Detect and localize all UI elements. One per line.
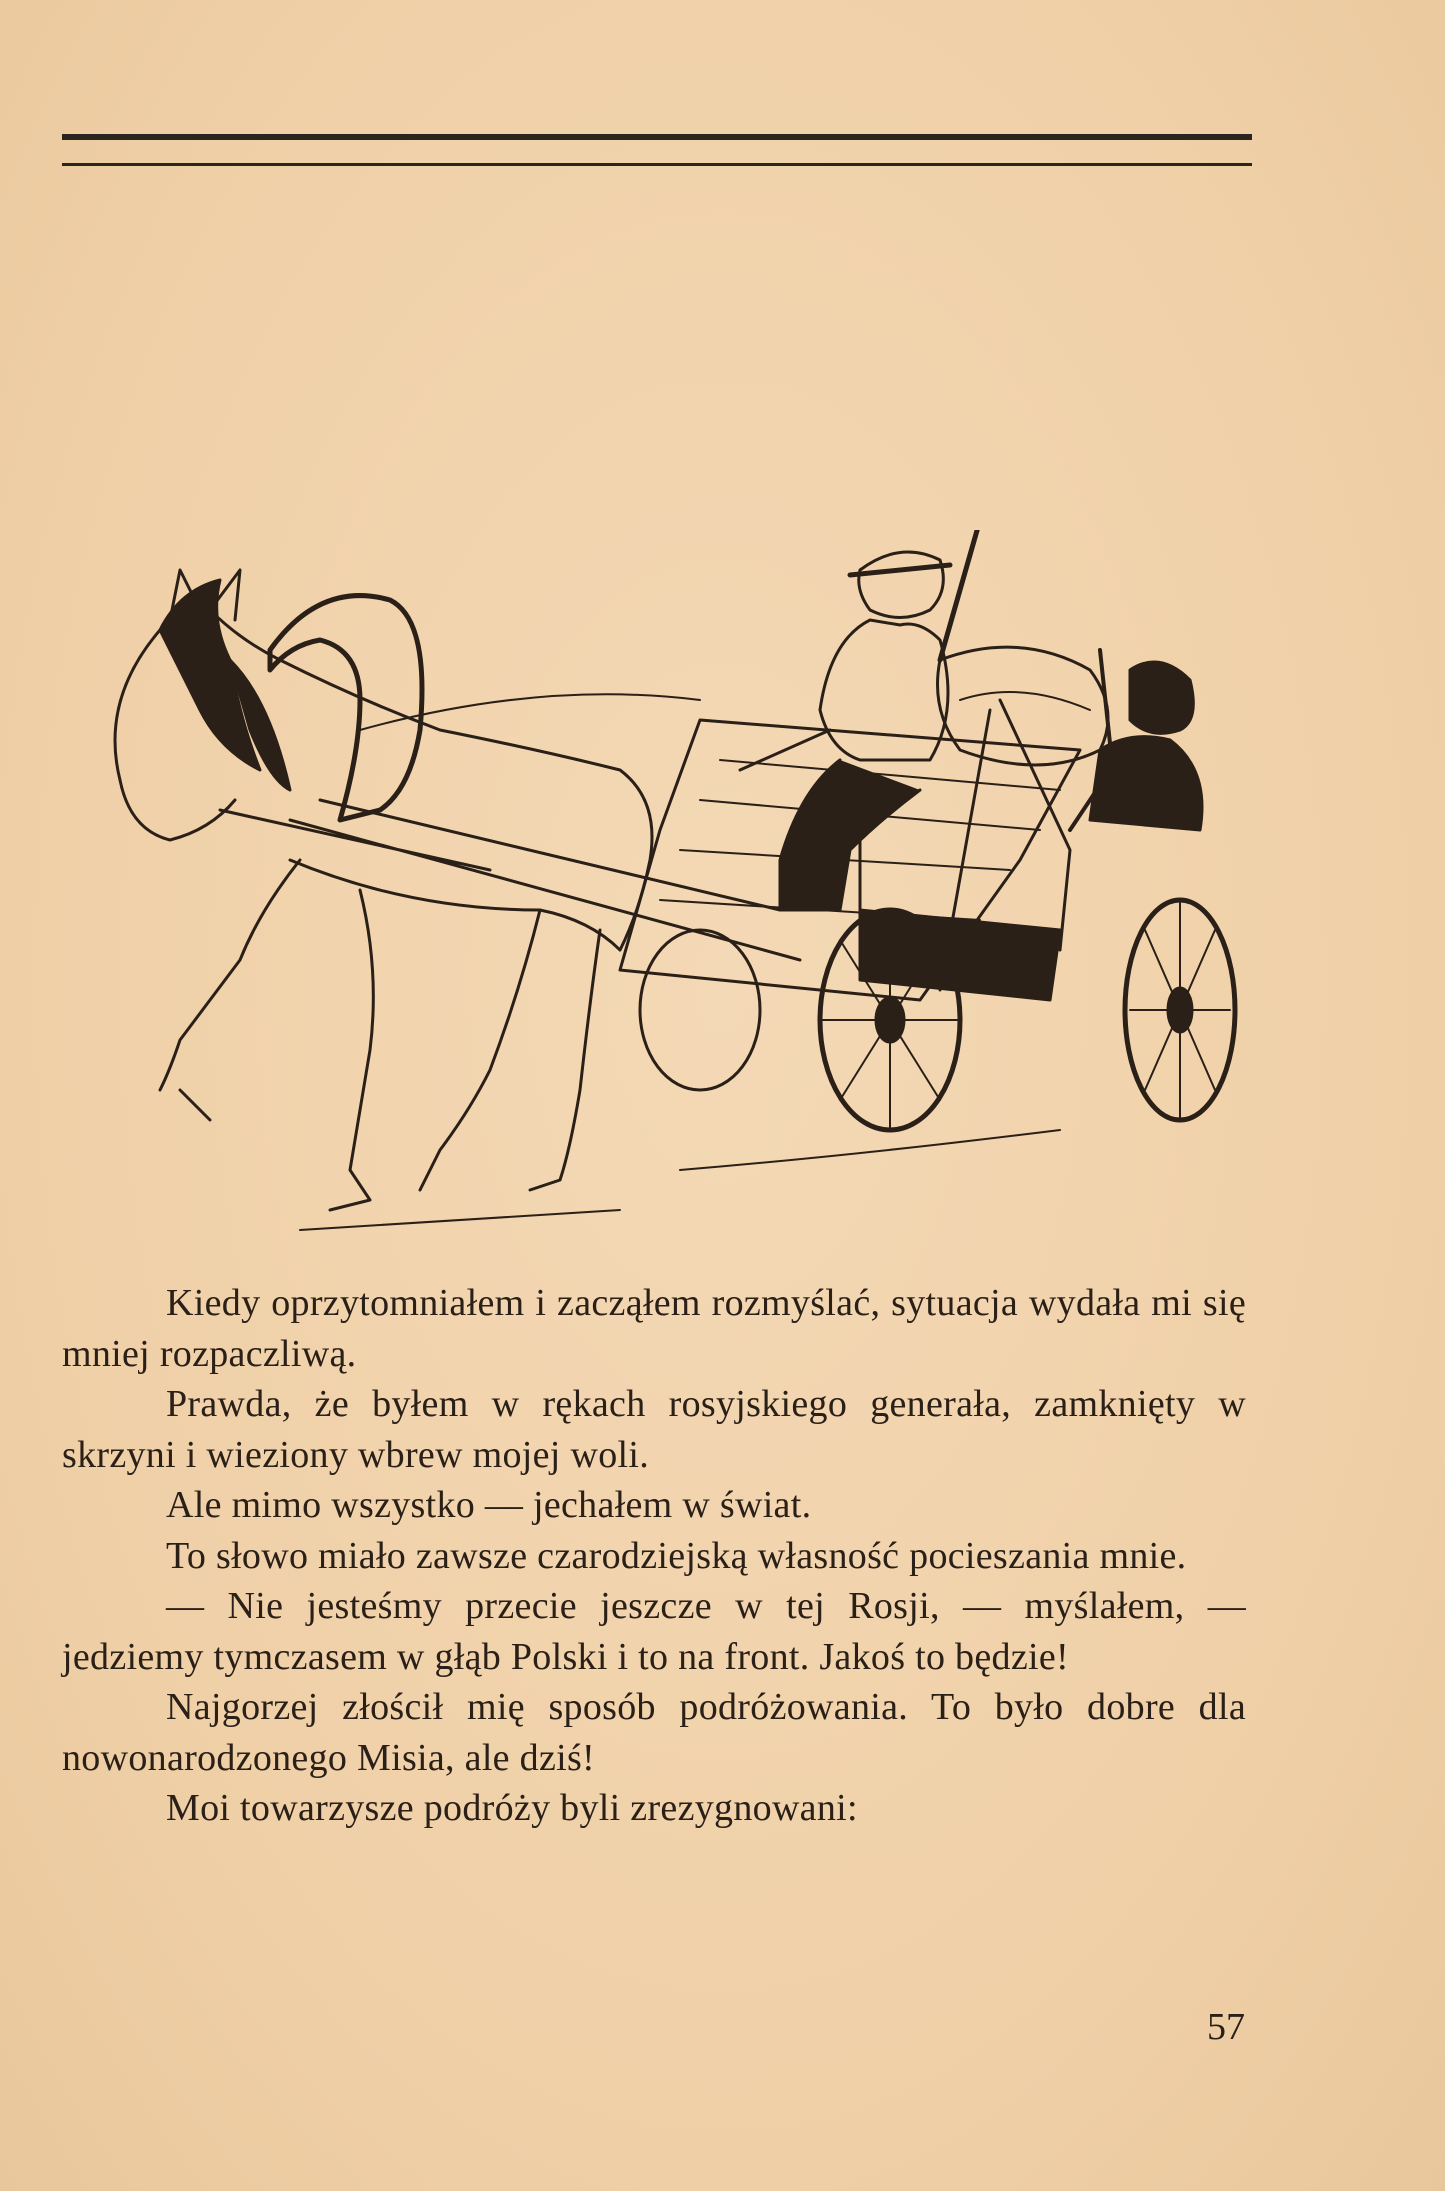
paragraph: Prawda, że byłem w rękach rosyjskiego generała, zamknięty w skrzyni i wieziony wbrew mojej woli. bbox=[62, 1383, 1246, 1476]
header-rule-thin bbox=[62, 163, 1252, 166]
body-text bbox=[62, 1278, 1246, 1834]
paragraph: To słowo miało zawsze czarodziejską własność pocieszania mnie. bbox=[166, 1534, 1187, 1577]
paragraph: Moi towarzysze podróży byli zrezygnowani: bbox=[166, 1787, 858, 1829]
paragraph: Najgorzej złościł mię sposób podróżowania. To było dobre dla nowonarodzonego Misia, ale dziś! bbox=[62, 1686, 1246, 1779]
paragraph: Kiedy oprzytomniałem i zacząłem rozmyślać, sytuacja wydała mi się mniej rozpaczliwą. bbox=[62, 1282, 1246, 1375]
header-rule-thick bbox=[62, 134, 1252, 140]
paragraph: Ale mimo wszystko — jechałem w świat. bbox=[166, 1484, 812, 1526]
paragraph: — Nie jesteśmy przecie jeszcze w tej Rosji, — myślałem, — jedziemy tymczasem w głąb Polski i to na front. Jakoś to będzie! bbox=[62, 1585, 1246, 1678]
horse-cart-illustration bbox=[60, 530, 1250, 1250]
page-number: 57 bbox=[1207, 2006, 1245, 2048]
